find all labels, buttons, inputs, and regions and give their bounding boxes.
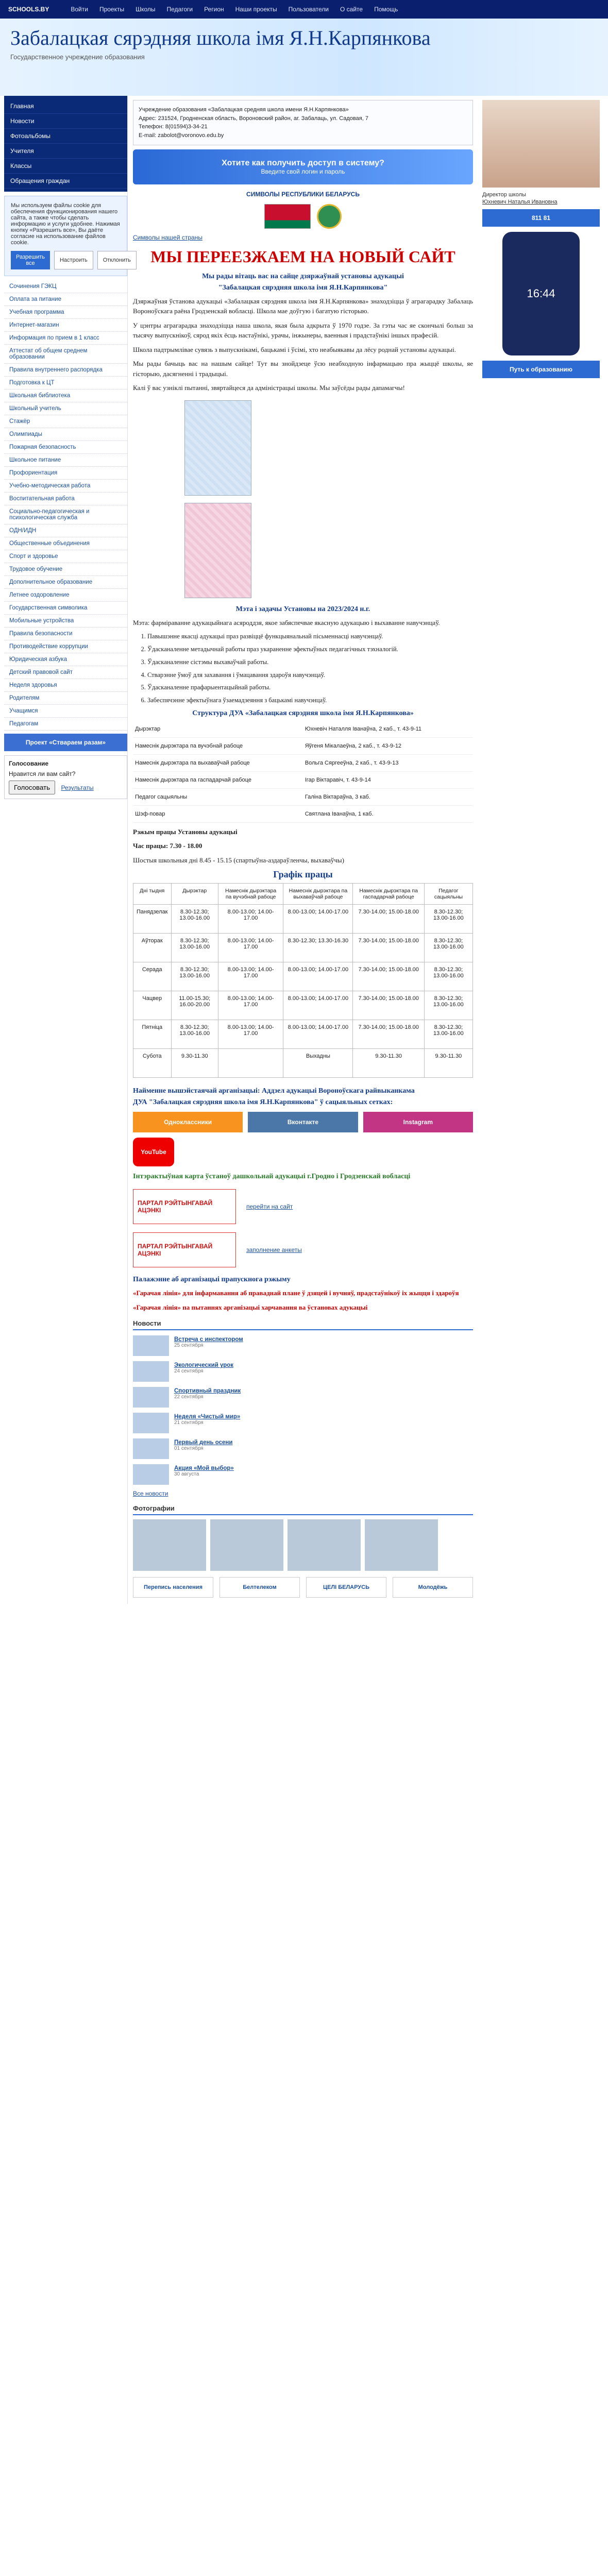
left-sidebar [4, 96, 131, 1604]
map-title: Інтэрактыўная карта ўстаноў дашкольнай адукацыі г.Гродно і Гродзенскай вобласці [133, 1173, 411, 1181]
left-link-item[interactable]: Подготовка к ЦТ [4, 377, 127, 389]
main-content [128, 96, 478, 1604]
left-link-item[interactable]: Мобильные устройства [4, 615, 127, 628]
right-banner[interactable]: Путь к образованию [482, 361, 600, 378]
table-row [133, 1049, 473, 1078]
schedule-title: Графік працы [273, 869, 333, 880]
hours-cell: 8.30-12.30; 13.00-16.00 [424, 934, 472, 962]
visitor-counter: 811 81 [482, 209, 600, 227]
news-item [133, 1464, 473, 1485]
hours-cell: 8.30-12.30; 13.00-16.00 [171, 934, 218, 962]
cookie-accept-button[interactable]: Разрешить все [11, 251, 50, 269]
left-link-item[interactable]: ОДН/ИДН [4, 524, 127, 537]
left-link-item[interactable]: Учебно-методическая работа [4, 480, 127, 493]
partner-logo[interactable]: Перепись населения [133, 1577, 213, 1598]
left-link-item[interactable]: Школьный учитель [4, 402, 127, 415]
hours-cell: 8.00-13.00; 14.00-17.00 [283, 905, 353, 934]
left-link-item[interactable]: Летнее оздоровление [4, 589, 127, 602]
left-link-item[interactable]: Правила безопасности [4, 628, 127, 640]
menu-item-teachers[interactable]: Учителя [4, 144, 127, 159]
news-item [133, 1361, 473, 1382]
rating-portal-link[interactable]: перейти на сайт [246, 1203, 293, 1211]
staff-title: Структура ДУА «Забалацкая сярэдняя школа імя Я.Н.Карпянкова» [192, 709, 414, 717]
left-link-item[interactable]: Школьное питание [4, 454, 127, 467]
news-date: 01 сентября [174, 1446, 204, 1452]
poll-results-link[interactable]: Результаты [61, 784, 94, 791]
rating-portal-row [133, 1189, 473, 1224]
left-link-item[interactable]: Государственная символика [4, 602, 127, 615]
day-cell: Серада [133, 962, 172, 991]
topbar-item-about[interactable]: О сайте [340, 6, 363, 13]
left-link-item[interactable]: Учащимся [4, 705, 127, 718]
table-row [133, 991, 473, 1020]
news-item [133, 1438, 473, 1459]
all-news-link[interactable]: Все новости [133, 1490, 168, 1498]
move-announcement: МЫ ПЕРЕЕЗЖАЕМ НА НОВЫЙ САЙТ [150, 247, 455, 266]
partner-logos [133, 1577, 473, 1598]
news-title-link[interactable]: Неделя «Чистый мир» [174, 1414, 241, 1420]
left-link-item[interactable]: Детский правовой сайт [4, 666, 127, 679]
news-item [133, 1387, 473, 1408]
left-link-item[interactable]: Учебная программа [4, 306, 127, 319]
vkontakte-link[interactable]: Вконтакте [248, 1112, 358, 1132]
table-row [133, 771, 473, 788]
regime-hours: Час працы: 7.30 - 18.00 [133, 842, 202, 850]
topbar-item-region[interactable]: Регион [204, 6, 224, 13]
hours-cell: 8.30-12.30; 13.00-16.00 [424, 1020, 472, 1049]
cookie-settings-button[interactable]: Настроить [54, 251, 93, 269]
school-info-box [133, 100, 473, 145]
hours-cell: 8.30-12.30; 13.00-16.00 [424, 905, 472, 934]
photos-section [133, 1504, 473, 1571]
column-header: Намеснік дырэктара па гаспадарчай рабоце [353, 884, 424, 905]
intro-paragraph: Дзяржаўная ўстанова адукацыі «Забалацкая сярэдняя школа імя Я.Н.Карпянкова» знаходзіцца ў аграгарадку Забалаць Вороноўскага раёна Гродзенскай вобласці. Школа мае доўгую і багатую гісторыю. [133, 297, 473, 315]
photo-thumbnail[interactable] [210, 1519, 283, 1571]
left-link-item[interactable]: Профориентация [4, 467, 127, 480]
poll-question: Нравится ли вам сайт? [9, 770, 76, 777]
goal-item: 3. Ўдасканаленне сістэмы выхаваўчай работы. [147, 657, 473, 667]
accreditation-image[interactable] [184, 503, 251, 598]
left-link-item[interactable]: Пожарная безопасность [4, 441, 127, 454]
day-cell: Чацвер [133, 991, 172, 1020]
left-link-item[interactable]: Социально-педагогическая и психологическая служба [4, 505, 127, 524]
main-menu [4, 96, 127, 192]
left-link-item[interactable]: Школьная библиотека [4, 389, 127, 402]
rating-portal-logo: ПАРТАЛ РЭЙТЫНГАВАЙ АЦЭНКІ [133, 1189, 236, 1224]
questionnaire-link[interactable]: заполнение анкеты [246, 1246, 302, 1254]
welcome-school-name: "Забалацкая сярэдняя школа імя Я.Н.Карпянкова" [218, 283, 388, 292]
goal-item: 6. Забеспячэнне эфектыўнага ўзаемадзеяння з бацькамі навучэнцаў. [147, 696, 473, 705]
access-promo-banner[interactable] [133, 149, 473, 184]
left-link-item[interactable]: Правила внутреннего распорядка [4, 364, 127, 377]
day-cell: Панядзелак [133, 905, 172, 934]
regime-saturday: Шостыя школьныя дні 8.45 - 15.15 (спартыўна-аздараўленчы, выхаваўчы) [133, 856, 344, 864]
menu-item-appeals[interactable]: Обращения граждан [4, 174, 127, 189]
table-row [133, 934, 473, 962]
day-cell: Субота [133, 1049, 172, 1078]
social-title: ДУА "Забалацкая сярэдняя школа імя Я.Н.Карпянкова" ў сацыяльных сетках: [133, 1098, 393, 1107]
day-cell: Аўторак [133, 934, 172, 962]
cookie-text: Мы используем файлы cookie для обеспечения функционирования нашего сайта, а также чтобы сделать информацию и услуги удобнее. Нажимая кнопку «Разрешить все», Вы даёте согласие на использование файлов cookie. [11, 202, 120, 246]
day-cell: Пятніца [133, 1020, 172, 1049]
menu-item-photos[interactable]: Фотоальбомы [4, 129, 127, 144]
news-section [133, 1319, 473, 1497]
table-row [133, 721, 473, 738]
news-title-link[interactable]: Первый день осени [174, 1439, 233, 1446]
staff-role: Дырэктар [133, 721, 303, 738]
goals-title: Мэта і задачы Установы на 2023/2024 н.г. [235, 605, 370, 613]
table-header-row [133, 884, 473, 905]
poll-title: Голосование [9, 760, 49, 767]
news-date: 30 августа [174, 1471, 199, 1478]
news-thumbnail[interactable] [133, 1413, 169, 1433]
staff-table [133, 721, 473, 823]
youtube-link[interactable]: YouTube [133, 1138, 174, 1166]
left-link-list [4, 280, 127, 731]
hours-cell: 11.00-15.30; 16.00-20.00 [171, 991, 218, 1020]
news-thumbnail[interactable] [133, 1438, 169, 1459]
hours-cell: 8.30-12.30; 13.00-16.00 [424, 991, 472, 1020]
hours-cell: 8.30-12.30; 13.30-16.30 [283, 934, 353, 962]
left-link-item[interactable]: Интернет-магазин [4, 319, 127, 332]
intro-paragraph: Калі ў вас узніклі пытанні, звяртайцеся да адміністрацыі школы. Мы заўсёды рады дапамагчы! [133, 384, 405, 392]
news-title: Новости [133, 1319, 473, 1330]
left-link-item[interactable]: Олимпиады [4, 428, 127, 441]
topbar-item-users[interactable]: Пользователи [288, 6, 329, 13]
mobile-app-banner[interactable] [502, 232, 580, 355]
goal-item: 2. Ўдасканаленне метадычнай работы праз укараненне эфектыўных педагагічных тэхналогій. [147, 645, 473, 654]
instagram-link[interactable]: Instagram [363, 1112, 473, 1132]
welcome-line: Мы рады вітаць вас на сайце дзяржаўнай установы адукацыі [202, 272, 404, 280]
hours-cell: 8.00-13.00; 14.00-17.00 [283, 991, 353, 1020]
table-row [133, 788, 473, 805]
staff-role: Шэф-повар [133, 805, 303, 822]
news-title-link[interactable]: Спортивный праздник [174, 1388, 241, 1395]
director-photo [482, 100, 600, 188]
symbols-title: СИМВОЛЫ РЕСПУБЛИКИ БЕЛАРУСЬ [246, 191, 360, 198]
staff-role: Намеснік дырэктара па выхаваўчай рабоце [133, 754, 303, 771]
staff-name: Галіна Віктараўна, 3 каб. [303, 788, 473, 805]
column-header: Дні тыдня [133, 884, 172, 905]
hours-cell: 8.00-13.00; 14.00-17.00 [218, 1020, 283, 1049]
right-sidebar [478, 96, 604, 1604]
left-link-item[interactable]: Общественные объединения [4, 537, 127, 550]
news-date: 25 сентября [174, 1343, 204, 1349]
hours-cell: 9.30-11.30 [353, 1049, 424, 1078]
founder-title: Найменне вышэйстаячай арганізацыі: Аддзел адукацыі Вороноўскага райвыканкама [133, 1087, 415, 1095]
hours-cell: 8.00-13.00; 14.00-17.00 [218, 962, 283, 991]
hours-cell: 8.00-13.00; 14.00-17.00 [218, 934, 283, 962]
site-header [0, 19, 608, 96]
social-links [133, 1112, 473, 1132]
hours-cell: 8.30-12.30; 13.00-16.00 [171, 905, 218, 934]
intro-paragraph: Школа падтрымлівае сувязь з выпускнікамі, бацькамі і ўсімі, хто неабыякавы да лёсу роднай установы адукацыі. [133, 345, 457, 353]
hotline-food[interactable]: «Гарачая лінія» па пытаннях арганізацыі харчавання ва ўстановах адукацыі [133, 1303, 368, 1311]
cookie-reject-button[interactable]: Отклонить [97, 251, 137, 269]
emblem-icon [317, 204, 342, 229]
rating-portal-logo: ПАРТАЛ РЭЙТЫНГАВАЙ АЦЭНКІ [133, 1232, 236, 1267]
news-item [133, 1413, 473, 1433]
promo-subtitle: Введите свой логин и пароль [261, 168, 345, 175]
top-navigation-bar [0, 0, 608, 19]
table-row [133, 737, 473, 754]
staff-name: Вольга Сяргееўна, 2 каб., т. 43-9-13 [303, 754, 473, 771]
director-name-link[interactable]: Юхневич Наталья Ивановна [482, 199, 558, 205]
photo-thumbnail[interactable] [365, 1519, 438, 1571]
news-title-link[interactable]: Экологический урок [174, 1362, 234, 1369]
news-date: 24 сентября [174, 1368, 204, 1375]
hours-cell: 8.30-12.30; 13.00-16.00 [171, 1020, 218, 1049]
hours-cell: 8.30-12.30; 13.00-16.00 [424, 962, 472, 991]
intro-paragraph: Мы рады бачыць вас на нашым сайце! Тут вы знойдзеце ўсю неабходную інфармацыю пра жыццё школы, яе гісторыю, дасягненні і традыцыі. [133, 360, 473, 378]
staff-name: Святлана Іванаўна, 1 каб. [303, 805, 473, 822]
hours-cell: 7.30-14.00; 15.00-18.00 [353, 934, 424, 962]
left-link-item[interactable]: Педагогам [4, 718, 127, 731]
photo-thumbnail[interactable] [288, 1519, 361, 1571]
hours-cell: 7.30-14.00; 15.00-18.00 [353, 905, 424, 934]
news-date: 22 сентября [174, 1394, 204, 1400]
left-link-item[interactable]: Неделя здоровья [4, 679, 127, 692]
info-line: E-mail: zabolot@voronovo.edu.by [139, 132, 224, 139]
column-header: Намеснік дырэктара па вучэбнай рабоце [218, 884, 283, 905]
news-thumbnail[interactable] [133, 1464, 169, 1485]
school-title: Забалацкая сярэдняя школа імя Я.Н.Карпянкова [10, 26, 431, 49]
symbols-link[interactable]: Символы нашей страны [133, 234, 202, 241]
left-banner[interactable]: Проект «Ствараем разам» [4, 734, 127, 751]
photos-title: Фотографии [133, 1504, 473, 1515]
column-header: Намеснік дырэктара па выхаваўчай рабоце [283, 884, 353, 905]
left-link-item[interactable]: Стажёр [4, 415, 127, 428]
table-row [133, 805, 473, 822]
site-brand-link[interactable]: SCHOOLS.BY [8, 6, 49, 13]
partner-logo[interactable]: ЦЕЛІ БЕЛАРУСЬ [306, 1577, 386, 1598]
topbar-item-projects[interactable]: Проекты [99, 6, 125, 13]
news-thumbnail[interactable] [133, 1335, 169, 1356]
left-link-item[interactable]: Аттестат об общем среднем образовании [4, 345, 127, 364]
access-policy-link[interactable]: Палажэнне аб арганізацыі прапускнога рэжыму [133, 1276, 291, 1284]
intro-paragraph: У цэнтры аграгарадка знаходзіцца наша школа, якая была адкрыта ў 1970 годзе. За гэты час яе скончылі больш за тысячу выпускнікоў, сярод якіх ёсць настаўнікі, урачы, інжынеры, ваенныя і прадстаўнікі іншых прафесій. [133, 321, 473, 340]
schedule-table [133, 883, 473, 1078]
hours-cell: 8.00-13.00; 14.00-17.00 [283, 962, 353, 991]
left-link-item[interactable]: Информация по прием в 1 класс [4, 332, 127, 345]
info-line: Телефон: 8(01594)3-34-21 [139, 124, 208, 130]
table-row [133, 962, 473, 991]
partner-logo[interactable]: Белтелеком [219, 1577, 300, 1598]
hours-cell: 8.00-13.00; 14.00-17.00 [283, 1020, 353, 1049]
rating-portal-row [133, 1232, 473, 1267]
certificate-image[interactable] [184, 400, 251, 496]
left-link-item[interactable]: Оплата за питание [4, 293, 127, 306]
topbar-item-login[interactable]: Войти [71, 6, 88, 13]
staff-role: Намеснік дырэктара па вучэбнай рабоце [133, 737, 303, 754]
hours-cell: 8.00-13.00; 14.00-17.00 [218, 991, 283, 1020]
hours-cell: 9.30-11.30 [171, 1049, 218, 1078]
news-title-link[interactable]: Встреча с инспектором [174, 1336, 243, 1343]
left-link-item[interactable]: Воспитательная работа [4, 493, 127, 505]
partner-logo[interactable]: Молодёжь [393, 1577, 473, 1598]
news-item [133, 1335, 473, 1356]
school-subtitle: Государственное учреждение образования [10, 53, 145, 61]
goals-intro: Мэта: фарміраванне адукацыйнага асяроддзя, якое забяспечвае якасную адукацыю і выхаванне навучэнцаў. [133, 618, 440, 626]
menu-item-home[interactable]: Главная [4, 99, 127, 114]
info-line: Адрес: 231524, Гродненская область, Вороновский район, аг. Забалаць, ул. Садовая, 7 [139, 115, 368, 122]
menu-item-news[interactable]: Новости [4, 114, 127, 129]
state-symbols [133, 204, 473, 229]
left-link-item[interactable]: Юридическая азбука [4, 653, 127, 666]
main-columns [0, 96, 608, 1604]
hours-cell: 7.30-14.00; 15.00-18.00 [353, 991, 424, 1020]
left-link-item[interactable]: Сочинения ГЭКЦ [4, 280, 127, 293]
left-link-item[interactable]: Противодействие коррупции [4, 640, 127, 653]
topbar-item-teachers[interactable]: Педагоги [166, 6, 193, 13]
info-line: Учреждение образования «Забалацкая средняя школа имени Я.Н.Карпянкова» [139, 107, 349, 113]
left-link-item[interactable]: Спорт и здоровье [4, 550, 127, 563]
director-label: Директор школы [482, 192, 526, 198]
table-row [133, 905, 473, 934]
regime-title: Рэжым працы Установы адукацыі [133, 827, 238, 836]
hours-cell: 7.30-14.00; 15.00-18.00 [353, 1020, 424, 1049]
cookie-consent-panel [4, 196, 131, 276]
goal-item: 5. Ўдасканаленне прафарыентацыйнай работы. [147, 683, 473, 692]
news-title-link[interactable]: Акция «Мой выбор» [174, 1465, 234, 1472]
menu-item-classes[interactable]: Классы [4, 159, 127, 174]
news-thumbnail[interactable] [133, 1387, 169, 1408]
table-row [133, 1020, 473, 1049]
hours-cell: 7.30-14.00; 15.00-18.00 [353, 962, 424, 991]
goal-item: 4. Стварэнне ўмоў для захавання і ўмацавання здароўя навучэнцаў. [147, 670, 473, 680]
goal-item: 1. Павышэнне якасці адукацыі праз развіццё функцыянальнай пісьменнасці навучэнцаў. [147, 632, 473, 641]
phone-time: 16:44 [527, 287, 555, 300]
staff-name: Яўгеня Мікалаеўна, 2 каб., т. 43-9-12 [303, 737, 473, 754]
hotline-safety[interactable]: «Гарачая лінія» для інфармавання аб праваднай плане ў дзяцей і вучняў, прадстаўнікоў іх жыцця і здароўя [133, 1289, 459, 1297]
left-link-item[interactable]: Дополнительное образование [4, 576, 127, 589]
staff-role: Намеснік дырэктара па гаспадарчай рабоце [133, 771, 303, 788]
left-link-item[interactable]: Родителям [4, 692, 127, 705]
news-date: 21 сентября [174, 1420, 204, 1426]
topbar-item-schools[interactable]: Школы [136, 6, 156, 13]
topbar-item-help[interactable]: Помощь [374, 6, 398, 13]
poll-vote-button[interactable]: Голосовать [9, 781, 55, 794]
hours-cell: 8.30-12.30; 13.00-16.00 [171, 962, 218, 991]
odnoklassniki-link[interactable]: Одноклассники [133, 1112, 243, 1132]
left-link-item[interactable]: Трудовое обучение [4, 563, 127, 576]
table-row [133, 754, 473, 771]
topbar-item-our-projects[interactable]: Наши проекты [235, 6, 277, 13]
photo-thumbnail[interactable] [133, 1519, 206, 1571]
column-header: Дырэктар [171, 884, 218, 905]
hours-cell: 8.00-13.00; 14.00-17.00 [218, 905, 283, 934]
poll-block [4, 755, 127, 799]
column-header: Педагог сацыяльны [424, 884, 472, 905]
staff-name: Ігар Віктаравіч, т. 43-9-14 [303, 771, 473, 788]
hours-cell: Выхадны [283, 1049, 353, 1078]
staff-role: Педагог сацыяльны [133, 788, 303, 805]
goals-list [147, 632, 473, 705]
news-thumbnail[interactable] [133, 1361, 169, 1382]
promo-title: Хотите как получить доступ в систему? [222, 159, 384, 167]
flag-icon [264, 204, 311, 229]
staff-name: Юхневіч Наталля Іванаўна, 2 каб., т. 43-9-11 [303, 721, 473, 738]
hours-cell: 9.30-11.30 [424, 1049, 472, 1078]
hours-cell [218, 1049, 283, 1078]
